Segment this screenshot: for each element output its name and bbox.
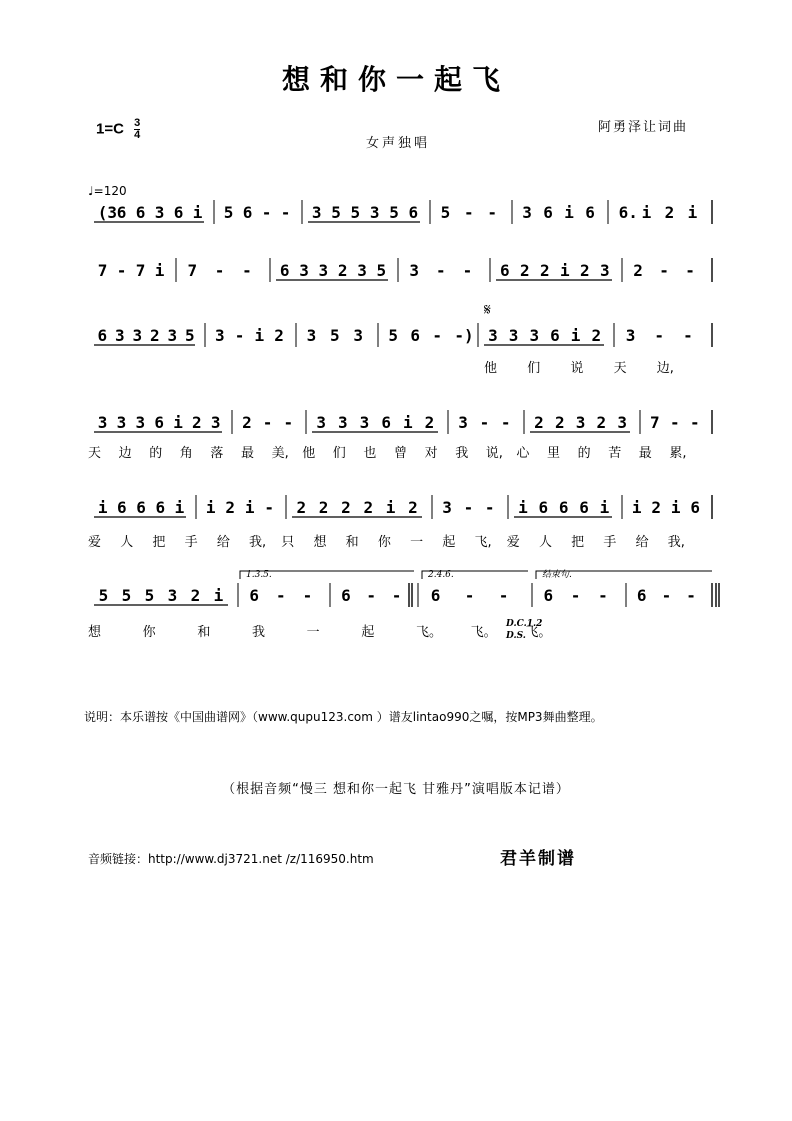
note: 3 — [458, 413, 468, 432]
note: 6 — [279, 261, 290, 280]
note: 3 — [409, 261, 419, 280]
note: 2 — [554, 413, 565, 432]
lyric-syllable: 也 — [363, 446, 377, 461]
note: 3 — [625, 326, 636, 345]
lyric-syllable: 累, — [669, 446, 687, 461]
note: - — [500, 413, 511, 432]
note: - — [670, 413, 680, 432]
lyric-syllable: 你 — [142, 625, 156, 640]
segno-sign: 𝄋 — [484, 300, 491, 319]
lyric-syllable: 人 — [538, 535, 552, 550]
note: 3 — [353, 326, 363, 345]
lyric-syllable: 起 — [361, 625, 375, 640]
note: 3 — [529, 326, 540, 345]
arrangement-note: 说明：本乐谱按《中国曲谱网》（www.qupu123.com ）谱友lintao990之嘱，按MP3舞曲整理。 — [84, 710, 603, 724]
note: 5 — [376, 261, 387, 280]
note: i — [631, 498, 642, 517]
note: i — [599, 498, 610, 517]
note: 6 — [155, 498, 166, 517]
lyric-syllable: 想 — [313, 535, 327, 550]
note: 2 — [408, 498, 418, 517]
lyric-syllable: 爱 — [506, 535, 520, 550]
lyric-syllable: 对 — [424, 446, 438, 461]
note: i — [213, 586, 224, 605]
note: 3 — [299, 261, 309, 280]
time-numerator: 3 — [134, 117, 141, 129]
composer-credit: 阿勇泽让词曲 — [598, 120, 689, 135]
lyric-syllable: 里 — [547, 446, 561, 461]
audio-link: 音频链接：http://www.dj3721.net /z/116950.htm — [88, 852, 374, 866]
note: -) — [454, 326, 474, 345]
note: 7 — [135, 261, 146, 280]
note: - — [262, 413, 273, 432]
note: 2 — [190, 586, 201, 605]
note: 2 — [591, 326, 602, 345]
note: 3 — [600, 261, 610, 280]
note: 6 — [135, 203, 146, 222]
note: - — [484, 498, 495, 517]
note: 3 — [617, 413, 628, 432]
note: 5 — [388, 326, 399, 345]
note: - — [283, 413, 294, 432]
lyric-syllable: 飞, — [474, 535, 492, 550]
lyric-syllable: 人 — [120, 535, 134, 550]
lyric-syllable: 美, — [271, 446, 289, 461]
note: 6 — [500, 261, 510, 280]
note: 6 — [242, 203, 253, 222]
note: 3 — [508, 326, 519, 345]
note: 6 — [579, 498, 589, 517]
lyric-syllable: 心 — [516, 446, 530, 461]
lyric-syllable: 的 — [149, 446, 163, 461]
lyric-syllable: 飞。 — [470, 625, 497, 640]
lyric-syllable: 一 — [306, 625, 320, 640]
note: - — [659, 261, 669, 280]
lyric-syllable: 给 — [216, 535, 230, 550]
volta-label: 1.3.5. — [246, 570, 272, 580]
lyric-syllable: 苦 — [608, 446, 622, 461]
lyric-syllable: 爱 — [88, 535, 102, 550]
note: i — [173, 413, 183, 432]
note: 5 — [331, 203, 341, 222]
note: 3 — [115, 326, 125, 345]
dc-mark: D.C.1.2 — [506, 619, 543, 629]
note: 6 — [173, 203, 184, 222]
note: - — [487, 203, 497, 222]
note: - — [264, 498, 275, 517]
note: 3 — [369, 203, 380, 222]
note: 2 — [225, 498, 236, 517]
lyric-syllable: 你 — [377, 535, 391, 550]
note: 7 — [97, 261, 108, 280]
note: i — [192, 203, 203, 222]
note: 6 — [117, 498, 127, 517]
volta-label: 结束句. — [542, 570, 572, 580]
note: 2 — [296, 498, 307, 517]
lyric-syllable: 说 — [570, 361, 584, 376]
note: i — [641, 203, 652, 222]
lyric-syllable: 他 — [302, 446, 316, 461]
note: 3 — [97, 413, 108, 432]
note: 5 — [98, 586, 109, 605]
note: - — [464, 586, 475, 605]
lyric-syllable: 把 — [152, 535, 166, 550]
note: i — [174, 498, 185, 517]
ds-mark: D.S. — [506, 631, 526, 641]
note: - — [685, 261, 695, 280]
note: - — [498, 586, 509, 605]
note: 3 — [575, 413, 586, 432]
note: 6 — [558, 498, 569, 517]
note: 6 — [430, 586, 441, 605]
key-label: 1=C — [96, 120, 124, 138]
source-note: （根据音频“慢三 想和你一起飞 甘雅丹”演唱版本记谱） — [222, 782, 570, 797]
note: - — [432, 326, 443, 345]
lyric-syllable: 一 — [410, 535, 424, 550]
note: - — [116, 261, 127, 280]
note: i — [564, 203, 574, 222]
note: 6 — [550, 326, 560, 345]
lyric-syllable: 和 — [197, 625, 211, 640]
note: 6 — [538, 498, 549, 517]
note: - — [690, 413, 700, 432]
lyric-syllable: 飞。 — [416, 625, 443, 640]
note: 3 — [357, 261, 367, 280]
note: 6 — [97, 326, 108, 345]
note: 3 — [214, 326, 225, 345]
note: - — [570, 586, 581, 605]
note: - — [214, 261, 225, 280]
lyric-syllable: 说, — [485, 446, 503, 461]
note: i — [403, 413, 413, 432]
note: - — [479, 413, 490, 432]
note: 3 — [488, 326, 498, 345]
note: 2 — [337, 261, 348, 280]
note: 3 — [210, 413, 221, 432]
note: i — [518, 498, 528, 517]
lyric-syllable: 我 — [252, 625, 266, 640]
note: 3 — [442, 498, 452, 517]
note: 2 — [341, 498, 351, 517]
note: - — [661, 586, 672, 605]
note: 3 — [135, 413, 146, 432]
lyric-syllable: 飞。 — [525, 625, 552, 640]
note: i — [254, 326, 265, 345]
note: - — [683, 326, 693, 345]
note: 5 — [350, 203, 361, 222]
note: 3 — [311, 203, 322, 222]
note: - — [654, 326, 665, 345]
note: 5 — [330, 326, 340, 345]
lyric-syllable: 边 — [118, 446, 132, 461]
note: - — [280, 203, 291, 222]
volta-label: 2.4.6. — [428, 570, 454, 580]
note: 7 — [187, 261, 198, 280]
note: 5 — [440, 203, 451, 222]
note: 6 — [408, 203, 419, 222]
note: 6 — [690, 498, 701, 517]
note: 2 — [633, 261, 643, 280]
note: - — [242, 261, 252, 280]
note: 2 — [318, 498, 329, 517]
note: 7 — [650, 413, 660, 432]
note: 3 — [116, 413, 127, 432]
lyric-syllable: 只 — [281, 535, 295, 550]
note: - — [261, 203, 272, 222]
note: - — [686, 586, 696, 605]
note: - — [463, 498, 474, 517]
lyric-syllable: 最 — [241, 446, 255, 461]
lyric-syllable: 天 — [88, 446, 102, 461]
note: 3 — [132, 326, 143, 345]
lyric-syllable: 我, — [667, 535, 685, 550]
note: 2 — [192, 413, 202, 432]
note: 5 — [389, 203, 399, 222]
note: 2 — [534, 413, 544, 432]
lyric-syllable: 想 — [88, 625, 102, 640]
note: 6 — [636, 586, 647, 605]
note: 6 — [543, 586, 554, 605]
note: 3 — [154, 203, 165, 222]
lyric-syllable: 角 — [179, 446, 193, 461]
lyric-syllable: 们 — [527, 361, 541, 376]
note: i — [560, 261, 570, 280]
lyric-syllable: 给 — [635, 535, 649, 550]
note: i — [154, 261, 165, 280]
lyric-syllable: 手 — [184, 535, 198, 550]
note: 6. — [618, 203, 638, 222]
note: 3 — [316, 413, 326, 432]
note: 2 — [520, 261, 530, 280]
lyric-syllable: 曾 — [394, 446, 408, 461]
note: i — [670, 498, 681, 517]
note: 5 — [223, 203, 234, 222]
note: 2 — [540, 261, 550, 280]
note: i — [205, 498, 216, 517]
note: - — [276, 586, 286, 605]
note: 6 — [585, 203, 595, 222]
note: 3 — [306, 326, 317, 345]
note: - — [234, 326, 245, 345]
note: 6 — [136, 498, 146, 517]
note: 6 — [341, 586, 351, 605]
note: 6 — [410, 326, 421, 345]
lyric-syllable: 边, — [656, 361, 674, 376]
note: - — [391, 586, 402, 605]
note: 5 — [144, 586, 155, 605]
note: - — [436, 261, 446, 280]
note: 6 — [154, 413, 164, 432]
note: 2 — [596, 413, 607, 432]
note: i — [244, 498, 255, 517]
note: - — [366, 586, 377, 605]
lyric-syllable: 天 — [613, 361, 627, 376]
note: 5 — [185, 326, 195, 345]
note: (3 — [97, 203, 118, 222]
page-title: 想和你一起飞 — [281, 63, 510, 96]
note: 2 — [363, 498, 374, 517]
lyric-syllable: 们 — [332, 446, 346, 461]
lyric-syllable: 和 — [345, 535, 359, 550]
lyric-syllable: 最 — [638, 446, 652, 461]
lyric-syllable: 起 — [442, 535, 456, 550]
note: 3 — [167, 326, 178, 345]
note: 6 — [543, 203, 553, 222]
note: 2 — [150, 326, 160, 345]
note: 2 — [580, 261, 590, 280]
note: 3 — [318, 261, 329, 280]
performance-type: 女声独唱 — [366, 136, 431, 151]
note: 3 — [522, 203, 532, 222]
note: - — [598, 586, 608, 605]
note: 3 — [359, 413, 370, 432]
note: 2 — [242, 413, 252, 432]
lyric-syllable: 我, — [249, 535, 267, 550]
note: 2 — [651, 498, 662, 517]
tempo-marking: ♩=120 — [88, 184, 127, 198]
note: - — [462, 261, 473, 280]
lyric-syllable: 他 — [484, 361, 498, 376]
note: - — [302, 586, 313, 605]
note: - — [464, 203, 474, 222]
note: i — [687, 203, 698, 222]
time-denominator: 4 — [134, 129, 141, 141]
note: i — [97, 498, 108, 517]
note: 2 — [664, 203, 675, 222]
note: 6 — [381, 413, 391, 432]
note: 2 — [274, 326, 284, 345]
note: i — [570, 326, 581, 345]
note: 6 — [249, 586, 259, 605]
arranger-stamp: 君羊制谱 — [500, 849, 576, 869]
lyric-syllable: 把 — [571, 535, 585, 550]
lyric-syllable: 落 — [210, 446, 224, 461]
note: 6 — [116, 203, 127, 222]
lyric-syllable: 我 — [455, 446, 469, 461]
note: 3 — [167, 586, 178, 605]
note: 3 — [338, 413, 348, 432]
lyric-syllable: 手 — [603, 535, 617, 550]
note: 5 — [121, 586, 132, 605]
note: 2 — [424, 413, 435, 432]
lyric-syllable: 的 — [577, 446, 591, 461]
note: i — [385, 498, 396, 517]
